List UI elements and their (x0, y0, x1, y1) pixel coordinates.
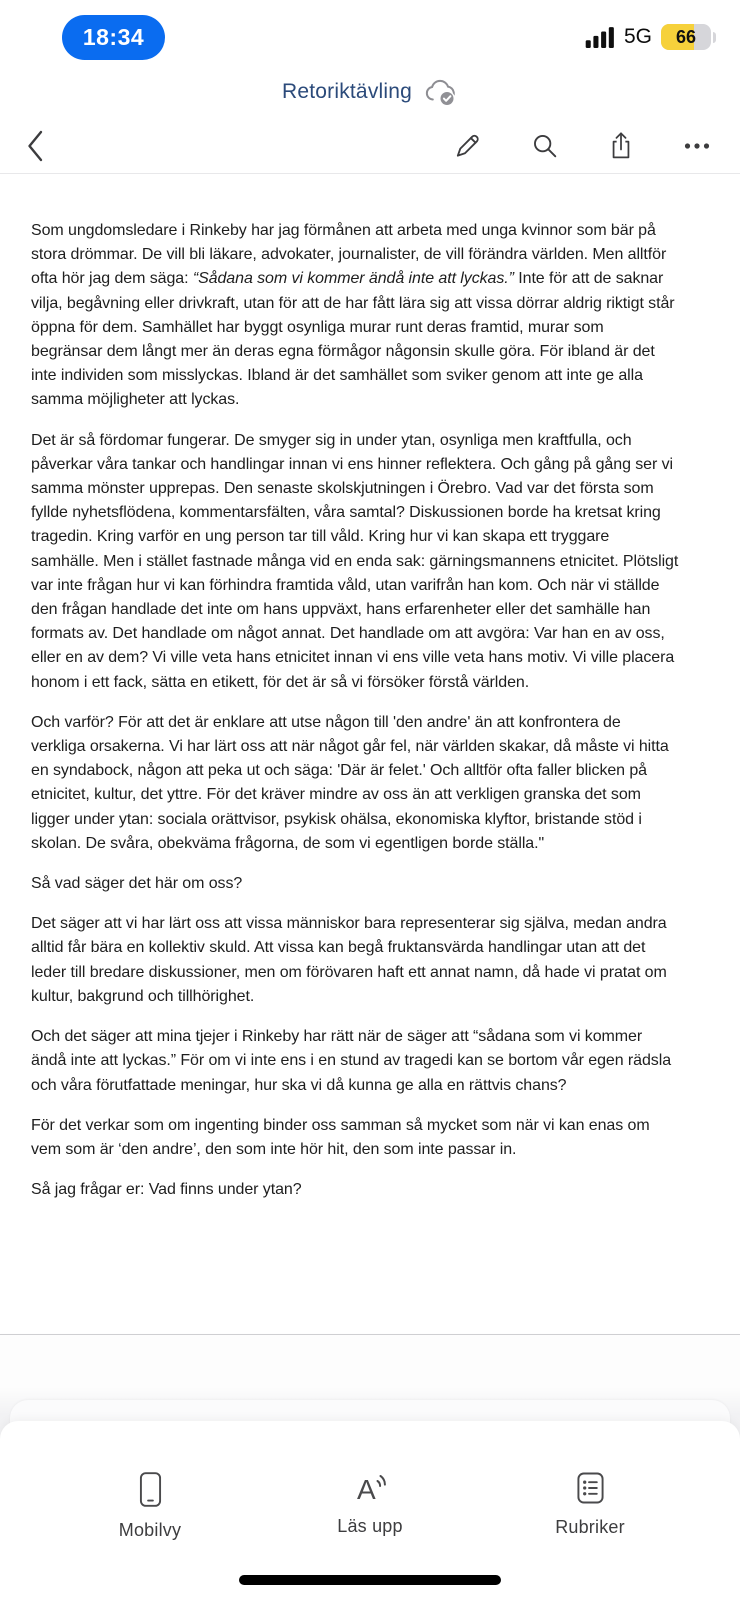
network-type-label: 5G (623, 25, 652, 48)
paragraph[interactable]: Som ungdomsledare i Rinkeby har jag förmånen att arbeta med unga kvinnor som bär på stora drömmar. De vill bli läkare, advokater, journalister, de vill förändra världen. Men alltför ofta hör jag dem säga: “Sådana som vi kommer ändå inte att lyckas.” Inte för att de saknar vilja, begåvning eller drivkraft, utan för att de har fått lära sig att vissa dörrar aldrig riktigt står öppna för dem. Samhället har byggt osynliga murar runt deras framtid, murar som begränsar dem långt mer än deras egna förmågor någonsin skulle göra. För ibland är det inte individen som misslyckas. Ibland är det samhället som sviker genom att inte ge alla samma möjligheter att lyckas. (31, 222, 675, 409)
paragraph[interactable]: Så jag frågar er: Vad finns under ytan? (31, 1181, 302, 1199)
battery-cap (713, 32, 716, 43)
status-bar (0, 0, 740, 66)
document-page[interactable] (0, 174, 740, 1202)
status-time: 18:34 (82, 24, 145, 50)
share-icon (607, 129, 635, 163)
mobile-view-label: Mobilvy (118, 1520, 182, 1540)
time-pill[interactable] (62, 15, 165, 60)
svg-text:A: A (356, 1474, 376, 1504)
document-title-row (0, 66, 740, 118)
battery-percent: 66 (675, 26, 697, 47)
bottom-sheet (0, 1421, 740, 1600)
mobile-view-icon (139, 1471, 162, 1508)
read-aloud-button[interactable] (260, 1471, 480, 1541)
read-aloud-label: Läs upp (337, 1516, 403, 1536)
home-indicator[interactable] (239, 1575, 501, 1585)
headings-button[interactable] (480, 1471, 700, 1541)
paragraph[interactable]: Så vad säger det här om oss? (31, 875, 243, 893)
edit-button[interactable] (452, 130, 483, 161)
paragraph[interactable]: Och varför? För att det är enklare att utse någon till 'den andre' än att konfrontera de verkliga orsakerna. Vi har lärt oss att när något går fel, när världen skakar, då måste vi hitta en syndabock, någon att peka ut och säga: 'Där är felet.' Och alltför ofta faller blicken på etnicitet, kultur, det yttre. För det kräver mindre av oss än att verkligen granska det som ligger under ytan: sociala orättvisor, psykisk ohälsa, ekonomiska klyftor, bristande stöd i skolan. De svåra, obekväma frågorna, de som vi egentligen borde ställa." (31, 713, 669, 852)
paragraph[interactable]: Det är så fördomar fungerar. De smyger sig in under ytan, osynliga men kraftfulla, och påverkar våra tankar och handlingar innan vi ens hinner reflektera. Och gång på gång ser vi samma mönster upprepas. Den senaste skolskjutningen i Örebro. Vad var det första som fyllde nyhetsflödena, kommentarsfälten, våra samtal? Diskussionen borde ha kretsat kring tragedin. Kring varför en ung person tar till våld. Kring hur vi kan skapa ett tryggare samhälle. Men i stället fastnade många vid en enda sak: gärningsmannens etnicitet. Plötsligt var inte frågan hur vi kan förhindra framtida våld, utan varifrån han kom. Och när vi ställde den frågan handlade det inte om hans uppväxt, hans erfarenheter eller det samhälle han formats av. Det handlade om något annat. Det handlade om att avgöra: Var han en av oss, eller en av dem? Vi ville veta hans etnicitet innan vi ens ville veta hans motiv. Vi ville placera honom i ett fack, sätta en etikett, för det är så vi försöker förstå världen. (31, 431, 679, 691)
paragraph[interactable]: För det verkar som om ingenting binder oss samman så mycket som när vi kan enas om vem som är ‘den andre’, den som inte hör hit, den som inte passar in. (31, 1116, 650, 1158)
read-aloud-icon (352, 1471, 389, 1504)
chevron-left-icon (24, 129, 46, 163)
paragraph[interactable]: Det säger att vi har lärt oss att vissa människor bara representerar sig själva, medan andra alltid får bära en kollektiv skuld. Att vissa kan begå fruktansvärda handlingar utan att det leder till bredare diskussioner, men om förövaren haft ett annat namn, då hade vi pratat om kultur, bakgrund och tillhörighet. (31, 915, 667, 1005)
search-button[interactable] (530, 131, 560, 161)
headings-list-icon (576, 1471, 605, 1505)
back-button[interactable] (24, 129, 46, 163)
pencil-icon (452, 130, 483, 161)
cloud-check-icon (422, 78, 458, 107)
battery-icon (661, 24, 711, 50)
share-button[interactable] (607, 129, 635, 163)
paragraph[interactable]: Och det säger att mina tjejer i Rinkeby har rätt när de säger att “sådana som vi kommer ändå inte att lyckas.” För om vi inte ens i en stund av tragedi kan se bortom vår egen rädsla och våra förutfattade meningar, hur ska vi då kunna ge alla en rättvis chans? (31, 1028, 672, 1094)
toolbar (0, 118, 740, 173)
signal-bars-icon (585, 26, 615, 48)
document-title: Retoriktävling (281, 80, 413, 103)
mobile-view-button[interactable] (40, 1471, 260, 1541)
more-icon (682, 141, 712, 151)
more-button[interactable] (682, 141, 712, 151)
headings-label: Rubriker (555, 1517, 625, 1537)
search-icon (530, 131, 560, 161)
